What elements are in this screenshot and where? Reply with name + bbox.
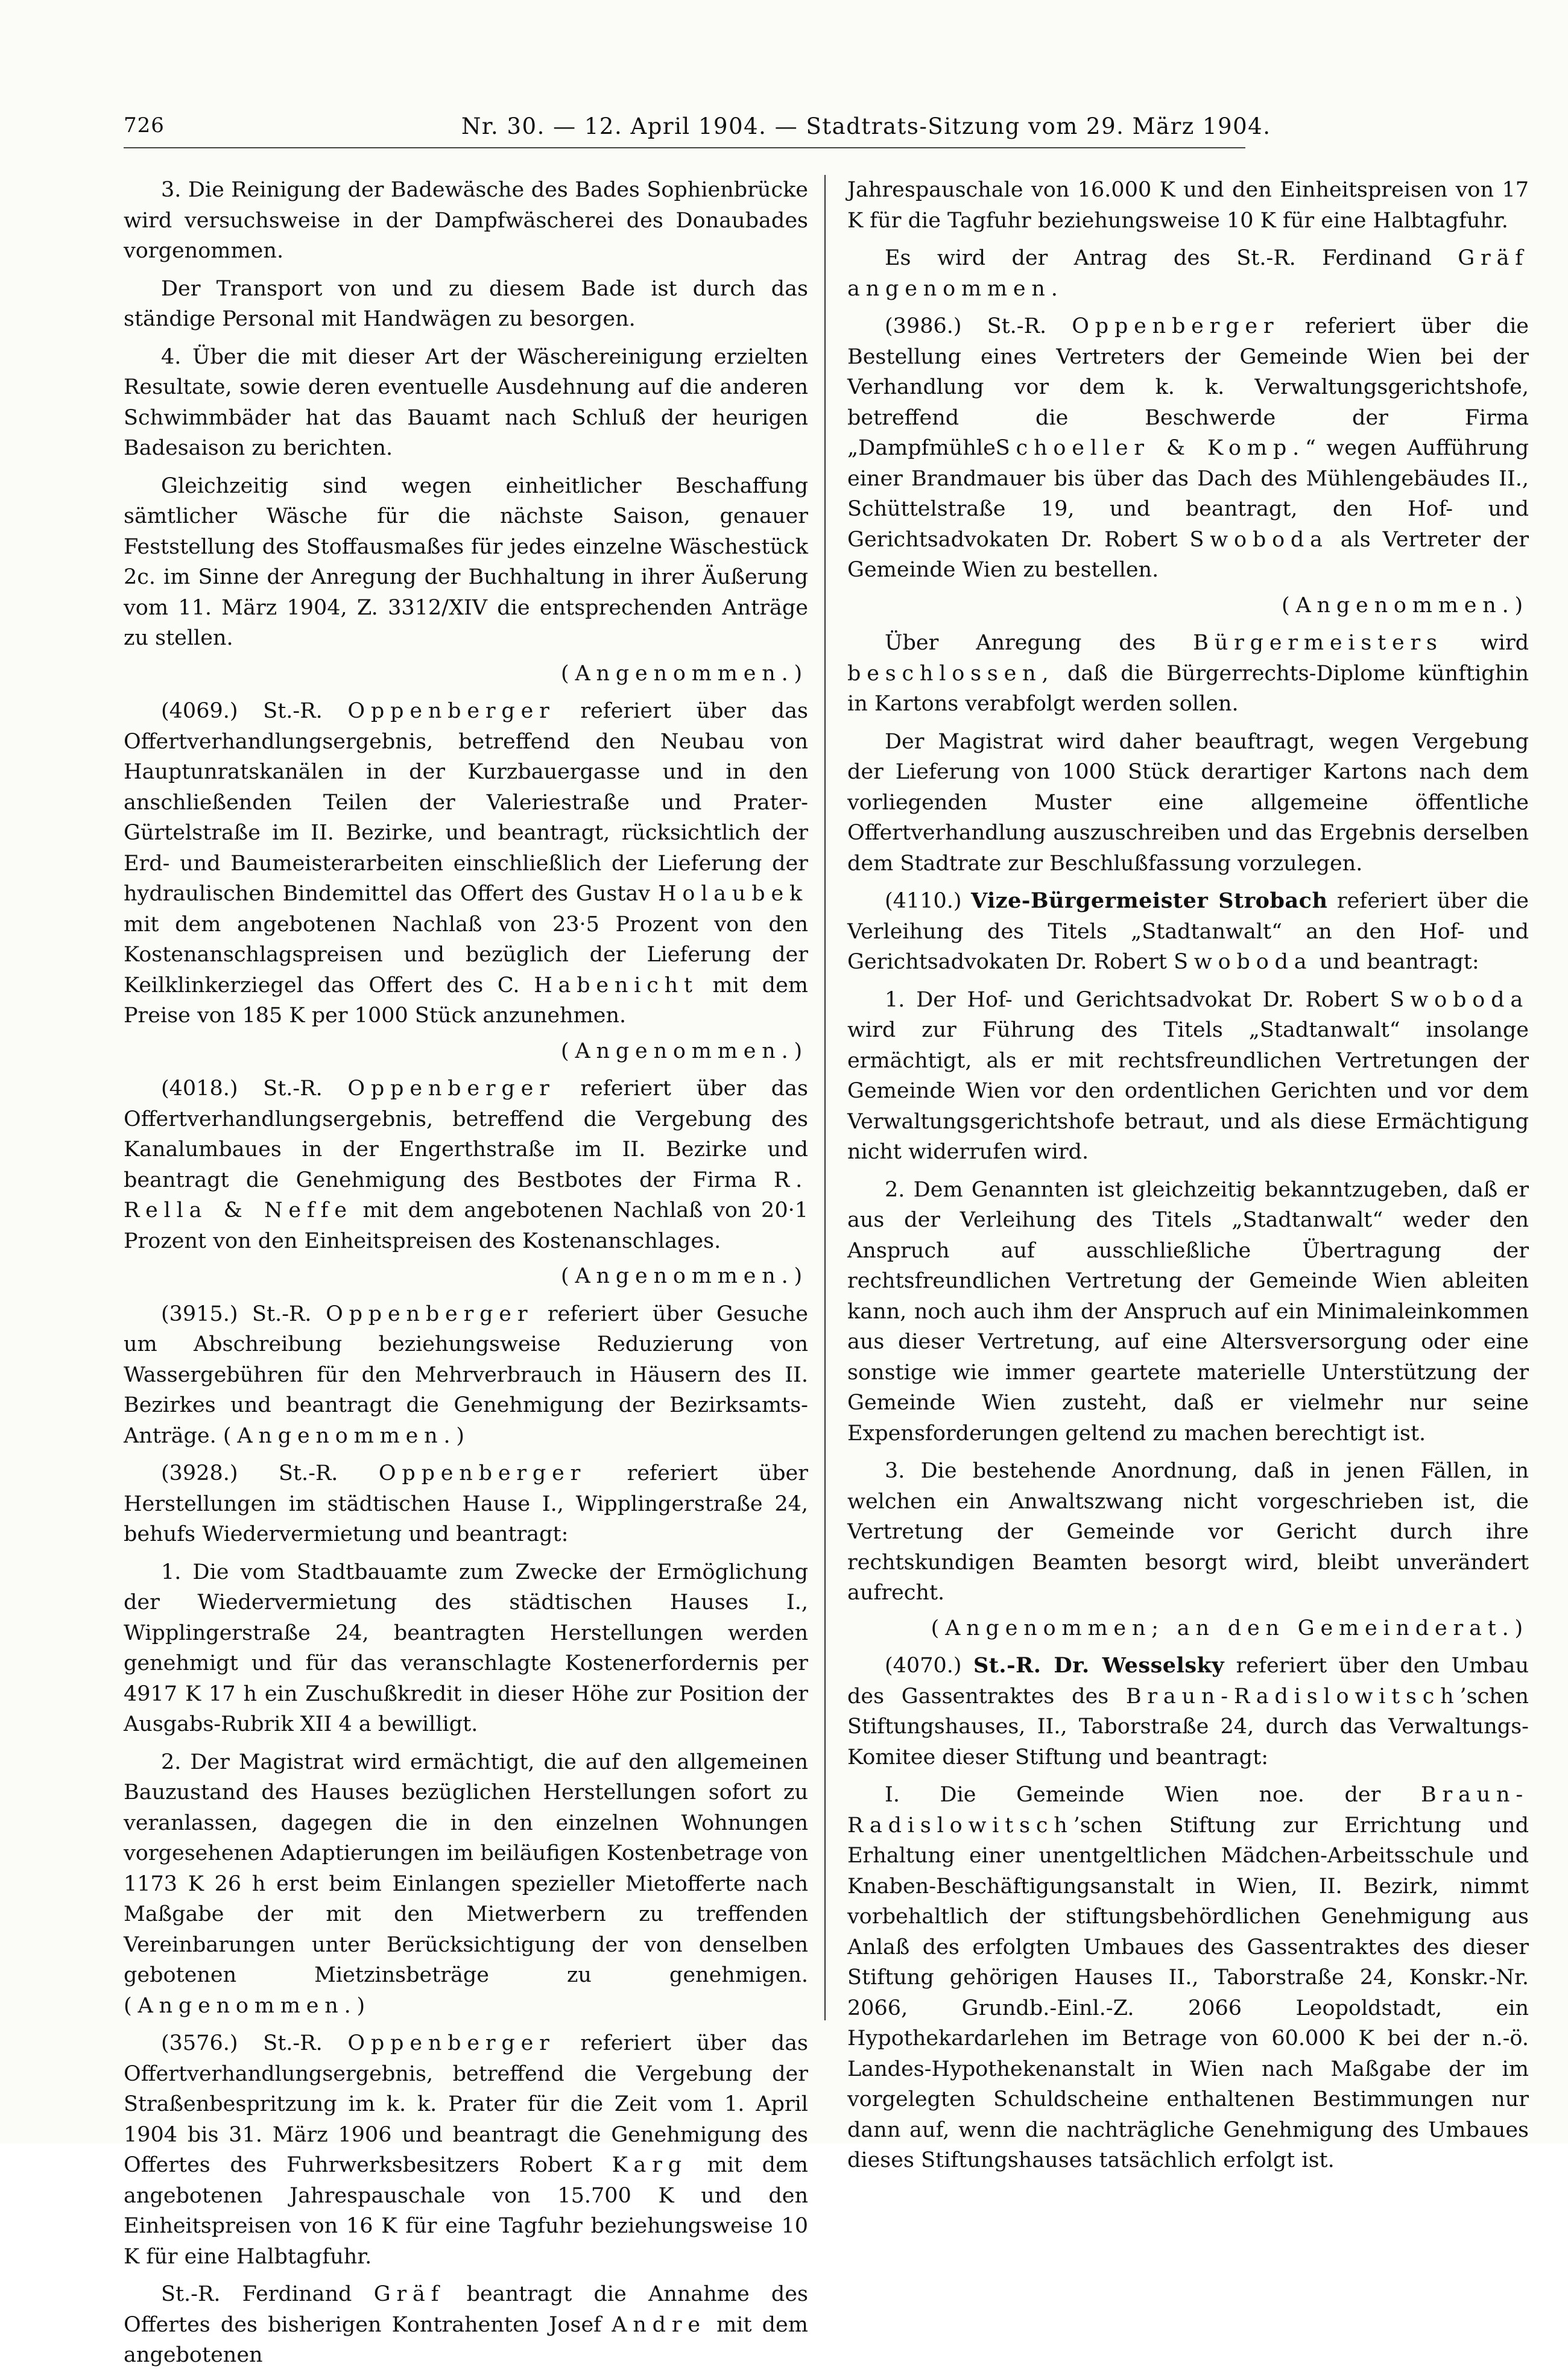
- decision-note: (Angenommen; an den Gemeinderat.): [931, 1616, 1529, 1640]
- person-name: Swoboda: [1174, 950, 1313, 974]
- person-name: Gräf angenommen.: [847, 246, 1529, 301]
- paragraph: Der Transport von und zu diesem Bade ist durch das ständige Personal mit Handwägen zu besorgen.: [124, 276, 808, 331]
- decision-note-inline: (Angenommen.): [223, 1423, 470, 1448]
- paragraph: St.-R. Ferdinand Gräf beantragt die Annahme des Offertes des bisherigen Kontrahenten Josef Andre mit dem angebotenen: [124, 2282, 808, 2367]
- person-name: Oppenberger: [347, 2031, 555, 2055]
- resolution-word: beschlossen,: [847, 661, 1055, 686]
- office-name: Bürgermeisters: [1193, 631, 1443, 655]
- person-name: Oppenberger: [378, 1461, 587, 1485]
- issue-title: Nr. 30. — 12. April 1904. — Stadtrats-Sitzung vom 29. März 1904.: [461, 113, 1271, 139]
- paragraph: (4110.) Vize-Bürgermeister Strobach referiert über die Verleihung des Titels „Stadtanwalt“ an den Hof- und Gerichtsadvokaten Dr. Robert Swoboda und beantragt:: [847, 888, 1529, 974]
- column-divider: [824, 175, 826, 2020]
- paragraph: Jahrespauschale von 16.000 K und den Einheitspreisen von 17 K für die Tagfuhr beziehungsweise 10 K für eine Halbtagfuhr.: [847, 178, 1529, 233]
- person-name: Holaubek: [658, 882, 808, 906]
- person-name: Oppenberger: [1072, 314, 1280, 338]
- decision-note: (Angenommen.): [1281, 593, 1529, 618]
- decision-note: (Angenommen.): [560, 1039, 808, 1063]
- decision-note: (Angenommen.): [560, 1264, 808, 1288]
- paragraph: 2. Dem Genannten ist gleichzeitig bekanntzugeben, daß er aus der Verleihung des Titels „Stadtanwalt“ weder den Anspruch auf ausschließliche Übertragung der rechtsfreundlichen Vertretung der Gemeinde Wien ableiten kann, noch auch ihm der Anspruch auf ein Minimaleinkommen aus dieser Vertretung, auf eine Altersversorgung oder eine sonstige wie immer geartete materielle Unterstützung der Gemeinde Wien zusteht, daß er vielmehr nur seine Expensforderungen geltend zu machen berechtigt ist.: [847, 1177, 1529, 1446]
- paragraph: Gleichzeitig sind wegen einheitlicher Beschaffung sämtlicher Wäsche für die nächste Saison, genauer Feststellung des Stoffausmaßes für jedes einzelne Wäschestück 2c. im Sinne der Anregung der Buchhaltung in ihrer Äußerung vom 11. März 1904, Z. 3312/XIV die entsprechenden Anträge zu stellen.: [124, 473, 808, 650]
- header-rule: [124, 147, 1245, 148]
- paragraph: (3928.) St.-R. Oppenberger referiert über Herstellungen im städtischen Hause I., Wipplingerstraße 24, behufs Wiedervermietung und beantragt:: [124, 1461, 808, 1546]
- paragraph: (4018.) St.-R. Oppenberger referiert über das Offertverhandlungsergebnis, betreffend die Vergebung des Kanalumbaues in der Engerthstraße im II. Bezirke und beantragt die Genehmigung des Bestbotes der Firma R. Rella & Neffe mit dem angebotenen Nachlaß von 20·1 Prozent von den Einheitspreisen des Kostenanschlages.: [124, 1077, 808, 1253]
- foundation-name: Braun-Radislowitsch: [847, 1783, 1529, 1838]
- paragraph: 3. Die Reinigung der Badewäsche des Bades Sophienbrücke wird versuchsweise in der Dampfwäscherei des Donaubades vorgenommen.: [124, 178, 808, 263]
- paragraph: Über Anregung des Bürgermeisters wird beschlossen, daß die Bürgerrechts-Diplome künftighin in Kartons verabfolgt werden sollen.: [847, 631, 1529, 716]
- paragraph: (3576.) St.-R. Oppenberger referiert über das Offertverhandlungsergebnis, betreffend die Vergebung der Straßenbespritzung im k. k. Prater für die Zeit vom 1. April 1904 bis 31. März 1906 und beantragt die Genehmigung des Offertes des Fuhrwerksbesitzers Robert Karg mit dem angebotenen Jahrespauschale von 15.700 K und den Einheitspreisen von 16 K für eine Tagfuhr beziehungsweise 10 K für eine Halbtagfuhr.: [124, 2031, 808, 2269]
- company-name: Schoeller & Komp.: [995, 436, 1306, 460]
- speaker-heading: Vize-Bürgermeister Strobach: [970, 888, 1328, 913]
- speaker-heading: St.-R. Dr. Wesselsky: [973, 1653, 1225, 1678]
- person-name: Swoboda: [1389, 987, 1529, 1012]
- paragraph: Es wird der Antrag des St.-R. Ferdinand Gräf angenommen.: [847, 246, 1529, 301]
- paragraph: (4069.) St.-R. Oppenberger referiert über das Offertverhandlungsergebnis, betreffend den Neubau von Hauptunratskanälen in der Kurzbauergasse und in den anschließenden Teilen der Valeriestraße und Prater-Gürtelstraße im II. Bezirke, und beantragt, rücksichtlich der Erd- und Baumeisterarbeiten einschließlich der Lieferung der hydraulischen Bindemittel das Offert des Gustav Holaubek mit dem angebotenen Nachlaß von 23·5 Prozent von den Kostenanschlagspreisen und bezüglich der Lieferung der Keilklinkerziegel das Offert des C. Habenicht mit dem Preise von 185 K per 1000 Stück anzunehmen.: [124, 699, 808, 1028]
- paragraph: Der Magistrat wird daher beauftragt, wegen Vergebung der Lieferung von 1000 Stück derartiger Kartons nach dem vorliegenden Muster eine allgemeine öffentliche Offertverhandlung auszuschreiben und das Ergebnis derselben dem Stadtrate zur Beschlußfassung vorzulegen.: [847, 729, 1529, 876]
- person-name: Karg: [612, 2153, 688, 2177]
- decision-note-inline: (Angenommen.): [124, 1993, 371, 2018]
- paragraph: I. Die Gemeinde Wien noe. der Braun-Radislowitsch’schen Stiftung zur Errichtung und Erhaltung einer unentgeltlichen Mädchen-Arbeitsschule und Knaben-Beschäftigungsanstalt in Wien, II. Bezirk, nimmt vorbehaltlich der stiftungsbehördlichen Genehmigung aus Anlaß des erfolgten Umbaues des Gassentraktes des dieser Stiftung gehörigen Hauses II., Taborstraße 24, Konskr.-Nr. 2066, Grundb.-Einl.-Z. 2066 Leopoldstadt, ein Hypothekardarlehen im Betrage von 60.000 K bei der n.-ö. Landes-Hypothekenanstalt in Wien nach Maßgabe der im vorgelegten Schuldscheine enthaltenen Bestimmungen nur dann auf, wenn die nachträgliche Genehmigung des Umbaues dieses Stiftungshauses tatsächlich erfolgt ist.: [847, 1783, 1529, 2172]
- foundation-name: Braun-Radislowitsch: [1125, 1684, 1460, 1709]
- paragraph: 1. Der Hof- und Gerichtsadvokat Dr. Robert Swoboda wird zur Führung des Titels „Stadtanwalt“ insolange ermächtigt, als er mit rechtsfreundlichen Vertretungen der Gemeinde Wien vor den ordentlichen Gerichten und vor dem Verwaltungsgerichtshofe betraut, und als diese Ermächtigung nicht widerrufen wird.: [847, 987, 1529, 1164]
- paragraph: (4070.) St.-R. Dr. Wesselsky referiert über den Umbau des Gassentraktes des Braun-Radislowitsch’schen Stiftungshauses, II., Taborstraße 24, durch das Verwaltungs-Komitee dieser Stiftung und beantragt:: [847, 1653, 1529, 1769]
- paragraph: 4. Über die mit dieser Art der Wäschereinigung erzielten Resultate, sowie deren eventuelle Ausdehnung auf die anderen Schwimmbäder hat das Bauamt nach Schluß der heurigen Badesaison zu berichten.: [124, 344, 808, 460]
- paragraph: (3986.) St.-R. Oppenberger referiert über die Bestellung eines Vertreters der Gemeinde Wien bei der Verhandlung vor dem k. k. Verwaltungsgerichtshofe, betreffend die Beschwerde der Firma „DampfmühleSchoeller & Komp.“ wegen Aufführung einer Brandmauer bis über das Dach des Mühlengebäudes II., Schüttelstraße 19, und beantragt, den Hof- und Gerichtsadvokaten Dr. Robert Swoboda als Vertreter der Gemeinde Wien zu bestellen.: [847, 314, 1529, 582]
- person-name: Andre: [612, 2312, 706, 2337]
- person-name: Gräf: [373, 2282, 445, 2306]
- left-column: [124, 175, 808, 2378]
- paragraph: 2. Der Magistrat wird ermächtigt, die auf den allgemeinen Bauzustand des Hauses bezüglichen Herstellungen sofort zu veranlassen, dagegen die in den einzelnen Wohnungen vorgesehenen Adaptierungen im beiläufigen Kostenbetrage von 1173 K 26 h erst beim Einlangen spezieller Mietofferte nach Maßgabe der mit den Mietwerbern zu treffenden Vereinbarungen unter Berücksichtigung der von denselben gebotenen Mietzinsbeträge zu genehmigen. (Angenommen.): [124, 1750, 808, 2018]
- right-column: [847, 175, 1529, 2183]
- person-name: Swoboda: [1189, 527, 1329, 552]
- person-name: Oppenberger: [347, 699, 555, 723]
- company-name: R. Rella & Neffe: [124, 1168, 808, 1222]
- paragraph: 3. Die bestehende Anordnung, daß in jenen Fällen, in welchen ein Anwaltszwang nicht vorgeschrieben ist, die Vertretung der Gemeinde vor Gericht durch ihre rechtskundigen Beamten besorgt wird, bleibt unverändert aufrecht.: [847, 1459, 1529, 1605]
- decision-note: (Angenommen.): [560, 661, 808, 686]
- person-name: Oppenberger: [326, 1301, 534, 1326]
- person-name: Oppenberger: [347, 1077, 555, 1101]
- paragraph: (3915.) St.-R. Oppenberger referiert über Gesuche um Abschreibung beziehungsweise Reduzierung von Wassergebühren für den Mehrverbrauch in Häusern des II. Bezirkes und beantragt die Genehmigung der Bezirksamts-Anträge. (Angenommen.): [124, 1301, 808, 1448]
- person-name: Habenicht: [534, 973, 698, 998]
- page-header: [124, 113, 1426, 156]
- paragraph: 1. Die vom Stadtbauamte zum Zwecke der Ermöglichung der Wiedervermietung des städtischen Hauses I., Wipplingerstraße 24, beantragten Herstellungen werden genehmigt und für das veranschlagte Kostenerfordernis per 4917 K 17 h ein Zuschußkredit in dieser Höhe zur Position der Ausgabs-Rubrik XII 4 a bewilligt.: [124, 1560, 808, 1736]
- page-number: 726: [124, 113, 165, 138]
